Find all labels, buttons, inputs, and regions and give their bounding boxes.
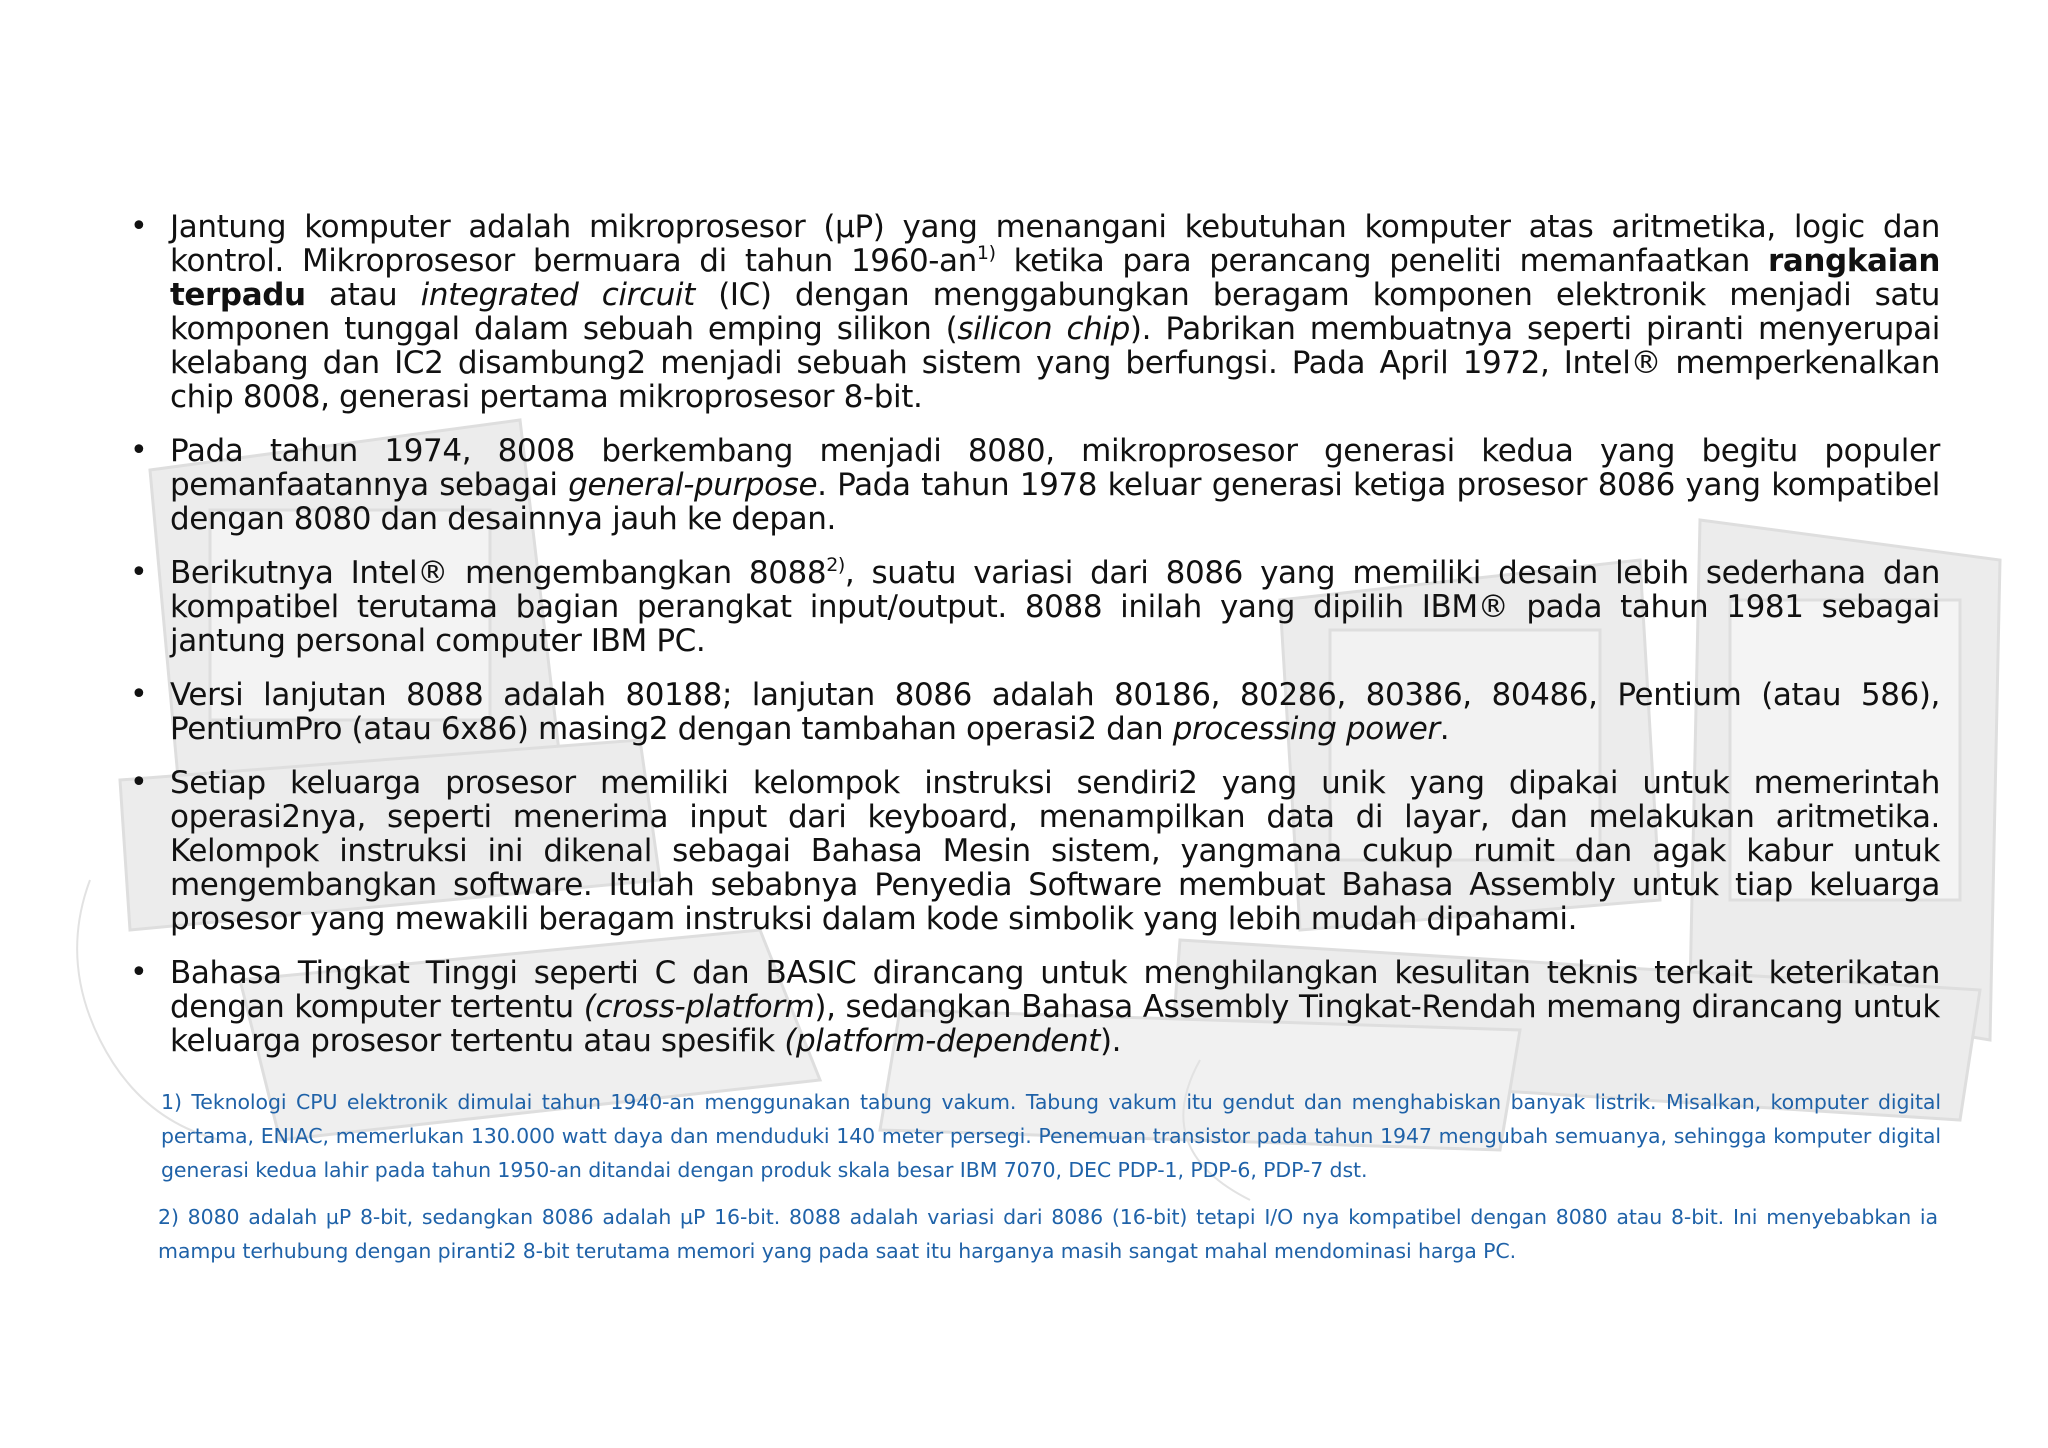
bullet-text: rangkaian terpadu xyxy=(170,243,1940,313)
bullet-dot-icon: • xyxy=(130,555,148,590)
footnote-ref: 2) xyxy=(826,554,845,576)
footnote-ref: 1) xyxy=(976,242,996,264)
bullet-dot-icon: • xyxy=(130,765,148,800)
bullet-dot-icon: • xyxy=(130,955,148,990)
bullet-list xyxy=(128,210,1940,1078)
bullet-text: processing power xyxy=(1172,711,1440,747)
bullet-text: ketika para perancang peneliti memanfaatkan xyxy=(995,243,1768,279)
bullet-text: . xyxy=(1439,711,1450,747)
bullet-text: general-purpose xyxy=(568,467,818,503)
bullet-dot-icon: • xyxy=(130,433,148,468)
bullet-text: ). Pabrikan membuatnya seperti piranti menyerupai kelabang dan IC2 disambung2 menjadi sebuah sistem yang berfungsi. Pada April 1972, Intel® memperkenalkan chip 8008, generasi pertama mikroprosesor 8-bit. xyxy=(170,311,1940,415)
bullet-item xyxy=(128,210,1940,414)
bullet-text: Pada tahun 1974, 8008 berkembang menjadi 8080, mikroprosesor generasi kedua yang begitu populer pemanfaatannya sebagai xyxy=(170,433,1940,503)
bullet-item xyxy=(128,434,1940,536)
bullet-text: Setiap keluarga prosesor memiliki kelompok instruksi sendiri2 yang unik yang dipakai untuk memerintah operasi2nya, seperti menerima input dari keyboard, menampilkan data di layar, dan melakukan aritmetika. Kelompok instruksi ini dikenal sebagai Bahasa Mesin sistem, yangmana cukup rumit dan agak kabur untuk mengembangkan software. Itulah sebabnya Penyedia Software membuat Bahasa Assembly untuk tiap keluarga prosesor yang mewakili beragam instruksi dalam kode simbolik yang lebih mudah dipahami. xyxy=(170,765,1940,937)
bullet-text: Bahasa Tingkat Tinggi seperti C dan BASIC dirancang untuk menghilangkan kesulitan teknis terkait keterikatan dengan komputer tertentu xyxy=(170,955,1940,1025)
bullet-text: Versi lanjutan 8088 adalah 80188; lanjutan 8086 adalah 80186, 80286, 80386, 80486, Pentium (atau 586), PentiumPro (atau 6x86) masing2 dengan tambahan operasi2 dan xyxy=(170,677,1940,747)
bullet-text: Berikutnya Intel® mengembangkan 8088 xyxy=(170,555,827,591)
bullet-text: ), sedangkan Bahasa Assembly Tingkat-Rendah memang dirancang untuk keluarga prosesor tertentu atau spesifik xyxy=(170,989,1940,1059)
bullet-item xyxy=(128,956,1940,1058)
bullet-text: ). xyxy=(1099,1023,1122,1059)
bullet-text: integrated circuit xyxy=(420,277,695,313)
bullet-text: . Pada tahun 1978 keluar generasi ketiga prosesor 8086 yang kompatibel dengan 8080 dan desainnya jauh ke depan. xyxy=(170,467,1941,537)
bullet-item xyxy=(128,678,1940,746)
bullet-text: (platform-dependent xyxy=(784,1023,1100,1059)
bullet-text: (cross-platform xyxy=(583,989,815,1025)
bullet-dot-icon: • xyxy=(130,677,148,712)
bullet-text: silicon chip xyxy=(957,311,1130,347)
bullet-item xyxy=(128,766,1940,936)
bullet-dot-icon: • xyxy=(130,209,148,244)
bullet-text: , suatu variasi dari 8086 yang memiliki desain lebih sederhana dan kompatibel terutama bagian perangkat input/output. 8088 inilah yang dipilih IBM® pada tahun 1981 sebagai jantung personal computer IBM PC. xyxy=(170,555,1940,659)
bullet-text: Jantung komputer adalah mikroprosesor (µP) yang menangani kebutuhan komputer atas aritmetika, logic dan kontrol. Mikroprosesor bermuara di tahun 1960-an xyxy=(170,209,1940,279)
footnote-2: 2) 8080 adalah µP 8-bit, sedangkan 8086 adalah µP 16-bit. 8088 adalah variasi dari 8086 (16-bit) tetapi I/O nya kompatibel dengan 8080 atau 8-bit. Ini menyebabkan ia mampu terhubung dengan piranti2 8-bit terutama memori yang pada saat itu harganya masih sangat mahal mendominasi harga PC. xyxy=(158,1205,1938,1263)
bullet-text: atau xyxy=(305,277,421,313)
bullet-item xyxy=(128,556,1940,658)
bullet-text: (IC) dengan menggabungkan beragam komponen elektronik menjadi satu komponen tunggal dalam sebuah emping silikon ( xyxy=(170,277,1940,347)
footnote-1: 1) Teknologi CPU elektronik dimulai tahun 1940-an menggunakan tabung vakum. Tabung vakum itu gendut dan menghabiskan banyak listrik. Misalkan, komputer digital pertama, ENIAC, memerlukan 130.000 watt daya dan menduduki 140 meter persegi. Penemuan transistor pada tahun 1947 mengubah semuanya, sehingga komputer digital generasi kedua lahir pada tahun 1950-an ditandai dengan produk skala besar IBM 7070, DEC PDP-1, PDP-6, PDP-7 dst. xyxy=(161,1090,1941,1182)
